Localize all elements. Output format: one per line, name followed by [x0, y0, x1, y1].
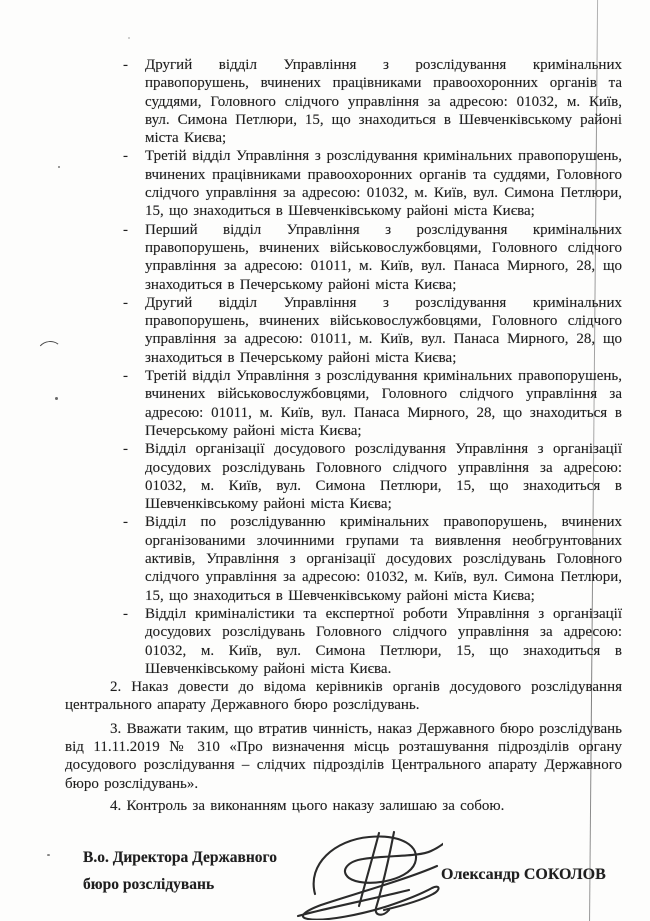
paragraph-3: 3. Вважати таким, що втратив чинність, наказ Державного бюро розслідувань від 11.11.2019 № 310 «Про визначення місць розташування підрозділів органу досудового розслідування – слідчих підрозділів Центрального апарату Державного бюро розслідувань». [65, 720, 622, 792]
department-item-text: Перший відділ Управління з розслідування кримінальних правопорушень, вчинених військовослужбовцями, Головного слідчого управління за адресою: 01011, м. Київ, вул. Панаса Мирного, 28, що знаходиться в Печерському районі міста Києва; [145, 221, 622, 293]
department-item-text: Другий відділ Управління з розслідування кримінальних правопорушень, вчинених працівниками правоохоронних органів та суддями, Головного слідчого управління за адресою: 01032, м. Київ, вул. Симона Петлюри, 15, що знаходиться в Шевченківському районі міста Києва; [145, 57, 622, 147]
scan-speck [58, 166, 60, 168]
handwritten-signature-icon [293, 828, 443, 920]
scan-arc-artifact [36, 340, 64, 367]
department-item-text: Третій відділ Управління з розслідування кримінальних правопорушень, вчинених військовослужбовцями, Головного слідчого управління за адресою: 01011, м. Київ, вул. Панаса Мирного, 28, що знаходиться в Печерському районі міста Києва; [145, 368, 622, 439]
list-item [65, 513, 622, 604]
list-item [65, 367, 622, 440]
document-body [65, 56, 622, 815]
department-item-text: Відділ організації досудового розслідування Управління з організації досудових розслідувань Головного слідчого управління за адресою: 01032, м. Київ, вул. Симона Петлюри, 15, що знаходиться в Шевченківському районі міста Києва; [145, 441, 622, 513]
bullet-dash: - [123, 294, 128, 311]
department-list [65, 56, 622, 678]
bullet-dash: - [123, 148, 128, 165]
list-item [65, 147, 622, 220]
scan-speck [55, 397, 58, 400]
department-item-text: Третій відділ Управління з розслідування кримінальних правопорушень, вчинених працівниками правоохоронних органів та суддями, Головного слідчого управління за адресою: 01032, м. Київ, вул. Симона Петлюри, 15, що знаходиться в Шевченківському районі міста Києва; [145, 148, 622, 220]
department-item-text: Відділ по розслідуванню кримінальних правопорушень, вчинених організованими злочинними групами та виявлення необгрунтованих активів, Управління з організації досудових розслідувань Головного слідчого управління за адресою: 01032, м. Київ, вул. Симона Петлюри, 15, що знаходиться в Шевченківському районі міста Києва; [145, 514, 622, 604]
signatory-title-line1: В.о. Директора Державного [83, 849, 277, 866]
bullet-dash: - [123, 514, 128, 531]
bullet-dash: - [123, 221, 128, 238]
list-item [65, 605, 622, 678]
list-item [65, 221, 622, 294]
department-item-text: Другий відділ Управління з розслідування кримінальних правопорушень, вчинених військовослужбовцями, Головного слідчого управління за адресою: 01011, м. Київ, вул. Панаса Мирного, 28, що знаходиться в Печерському районі міста Києва; [145, 294, 622, 366]
list-item [65, 56, 622, 147]
scan-speck [47, 854, 50, 856]
scan-speck [128, 37, 130, 39]
signatory-title-line2: бюро розслідувань [83, 876, 215, 893]
bullet-dash: - [123, 57, 128, 73]
signatory-name: Олександр СОКОЛОВ [441, 866, 606, 883]
paragraph-4: 4. Контроль за виконанням цього наказу залишаю за собою. [110, 797, 505, 814]
bullet-dash: - [123, 441, 128, 458]
bullet-dash: - [123, 368, 128, 385]
signatory-title [83, 844, 277, 898]
department-item-text: Відділ криміналістики та експертної роботи Управління з організації досудових розслідувань Головного слідчого управління за адресою: 01032, м. Київ, вул. Симона Петлюри, 15, що знаходиться в Шевченківському районі міста Києва. [145, 605, 622, 677]
bullet-dash: - [123, 605, 128, 622]
list-item [65, 294, 622, 367]
paragraph-2: 2. Наказ довести до відома керівників органів досудового розслідування центрального апарату Державного бюро розслідувань. [65, 679, 622, 714]
list-item [65, 440, 622, 513]
